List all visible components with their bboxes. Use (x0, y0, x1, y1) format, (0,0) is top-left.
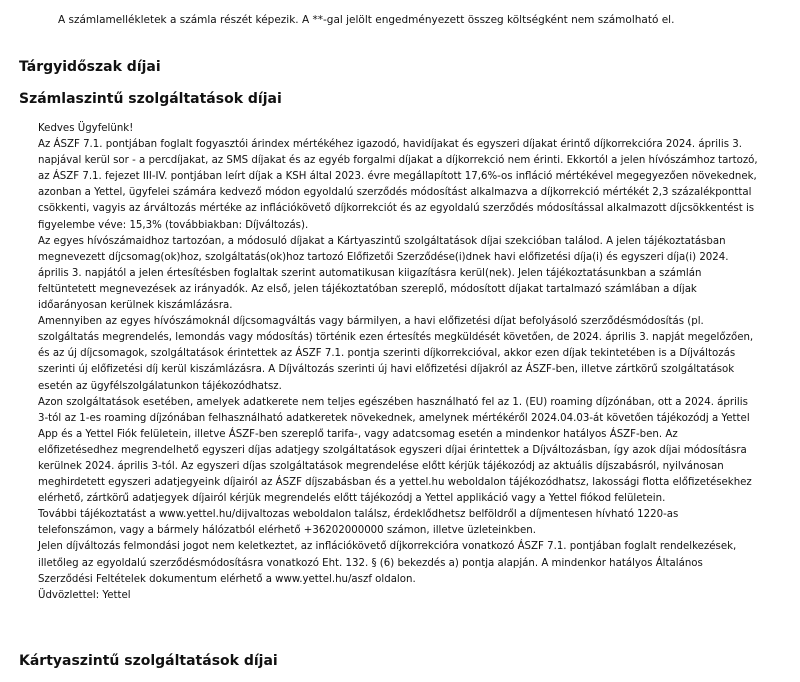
letter-paragraph-4: Azon szolgáltatások esetében, amelyek adatkerete nem teljes egészében használható fel az 1. (EU) roaming díjzónában, ott a 2024. április 3-tól az 1-es roaming díjzónában felhasználható adatkeretek növekednek, amelynek mértékéről 2024.04.03-át követően tájékozódj a Yettel App és a Yettel Fiók felületein, illetve ÁSZF-ben szereplő tarifa-, vagy adatcsomag esetén a mindenkor hatályos ÁSZF-ben. Az előfizetésedhez megrendelhető egyszeri díjas adatjegy szolgáltatások egyszeri díjai érintettek a Díjváltozásban, így azok díjai módosításra kerülnek 2024. április 3-tól. Az egyszeri díjas szolgáltatások megrendelése előtt kérjük tájékozódj az aktuális díjszabásról, nyilvánosan meghirdetett egyszeri adatjegyeink díjairól az ÁSZF díjszabásban és a yettel.hu weboldalon tájékozódhatsz, lakossági flotta előfizetésekhez elérhető, zártkörű adatjegyek díjairól kérjük megrendelés előtt tájékozódj a Yettel applikáció vagy a Yettel fiókod felületein. (38, 396, 752, 505)
card-services-heading: Kártyaszintű szolgáltatások díjai (19, 653, 278, 669)
letter-closing: Üdvözlettel: Yettel (38, 589, 131, 601)
letter-paragraph-6: Jelen díjváltozás felmondási jogot nem keletkeztet, az inflációkövető díjkorrekcióra vonatkozó ÁSZF 7.1. pontjában foglalt rendelkezések, illetőleg az egyoldalú szerződésmódosításra vonatkozó Eht. 132. § (6) bekezdés a) pontja alapján. A mindenkor hatályos Általános Szerződési Feltételek dokumentum elérhető a www.yettel.hu/aszf oldalon. (38, 541, 737, 585)
letter-paragraph-1: Az ÁSZF 7.1. pontjában foglalt fogyasztói árindex mértékéhez igazodó, havidíjakat és egyszeri díjakat érintő díjkorrekcióra 2024. április 3. napjával kerül sor - a percdíjakat, az SMS díjakat és az egyéb forgalmi díjakat a díjkorrekció nem érinti. Ekkortól a jelen hívószámhoz tartozó, az ÁSZF 7.1. fejezet III-IV. pontjában leírt díjak a KSH által 2023. évre megállapított 17,6%-os infláció mértékével megegyezően növekednek, azonban a Yettel, ügyfelei számára kedvező módon egyoldalú szerződés módosítást alkalmazva a díjkorrekció mértékét 2,3 százalékponttal csökkenti, vagyis az árváltozás mértéke az inflációkövető díjkorrekciót és az egyoldalú szerződés módosítással alkalmazott díjcsökkentést is figyelembe véve: 15,3% (továbbiakban: Díjváltozás). (38, 139, 758, 231)
period-fees-heading: Tárgyidőszak díjai (19, 59, 161, 75)
letter-paragraph-2: Az egyes hívószámaidhoz tartozóan, a módosuló díjakat a Kártyaszintű szolgáltatások díjai szekcióban találod. A jelen tájékoztatásban megnevezett díjcsomag(ok)hoz, szolgáltatás(ok)hoz tartozó Előfizetői Szerződése(i)dnek havi előfizetési díja(i) és egyszeri díja(i) 2024. április 3. napjától a jelen értesítésben foglaltak szerint automatikusan kiigazításra kerül(nek). Jelen tájékoztatásunkban a számlán feltüntetett megnevezések az irányadók. Az első, jelen tájékoztatóban szereplő, módosított díjakat tartalmazó számlában a díjak időarányosan kerülnek kiszámlázásra. (38, 235, 729, 312)
price-change-letter (38, 121, 758, 604)
letter-greeting: Kedves Ügyfelünk! (38, 123, 134, 134)
letter-paragraph-5: További tájékoztatást a www.yettel.hu/dijvaltozas weboldalon találsz, érdeklődhetsz belföldről a díjmentesen hívható 1220-as telefonszámon, vagy a bármely hálózatból elérhető +36202000000 számon, illetve üzleteinkben. (38, 509, 679, 537)
letter-paragraph-3: Amennyiben az egyes hívószámoknál díjcsomagváltás vagy bármilyen, a havi előfizetési díjat befolyásoló szerződésmódosítás (pl. szolgáltatás megrendelés, lemondás vagy módosítás) történik ezen értesítés megküldését követően, de 2024. április 3. napját megelőzően, és az új díjcsomagok, szolgáltatások érintettek az ÁSZF 7.1. pontja szerinti díjkorrekcióval, akkor ezen díjak tekintetében is a Díjváltozás szerinti új előfizetési díj kerül kiszámlázásra. A Díjváltozás szerinti új havi előfizetési díjakról az ÁSZF-ben, illetve zártkörű szolgáltatások esetén az ügyfélszolgálatunkon tájékozódhatsz. (38, 316, 754, 392)
invoice-services-heading: Számlaszintű szolgáltatások díjai (19, 91, 282, 107)
attachment-note: A számlamellékletek a számla részét képezik. A **-gal jelölt engedményezett összeg költségként nem számolható el. (58, 14, 675, 26)
